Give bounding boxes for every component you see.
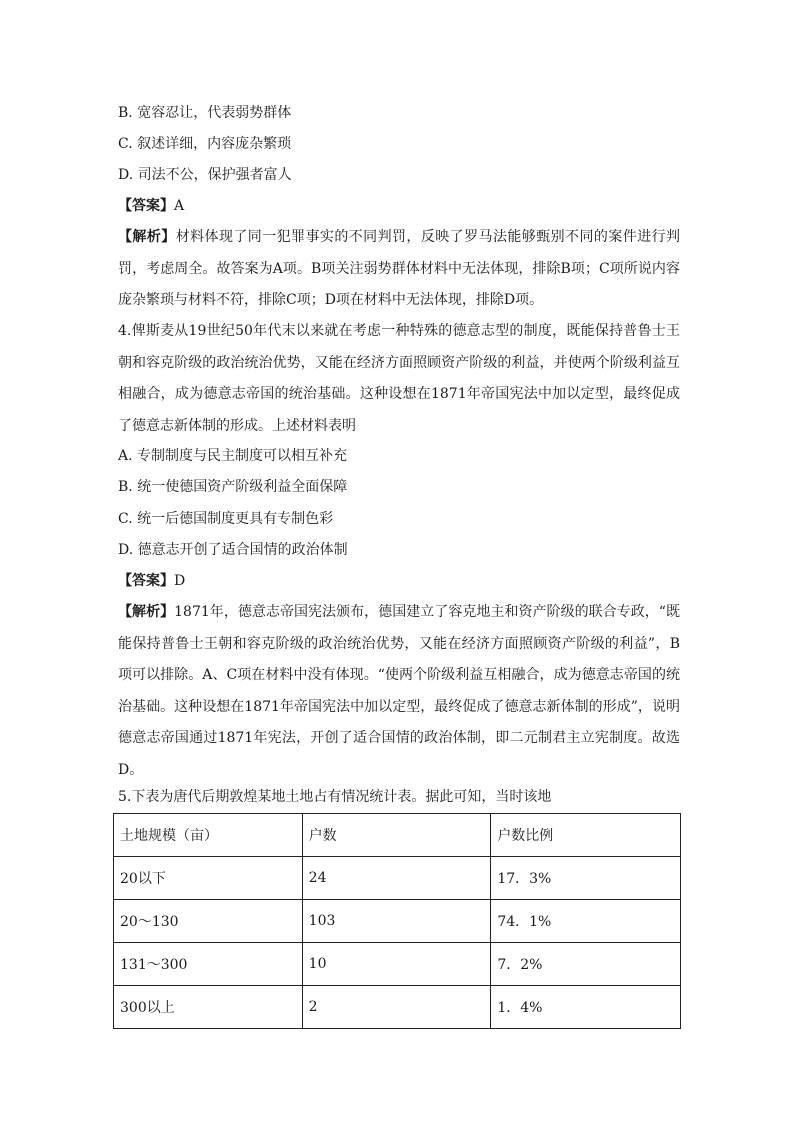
answer-value: A (174, 198, 185, 214)
analysis-label: 【解析】 (118, 604, 175, 620)
table-cell: 2 (302, 986, 491, 1029)
table-cell: 24 (302, 857, 491, 900)
q4-option-b: B. 统一使德国资产阶级利益全面保障 (118, 479, 348, 495)
analysis-text: 1871年，德意志帝国宪法颁布，德国建立了容克地主和资产阶级的联合专政，“既能保持普鲁士王朝和容克阶级的政治统治优势，又能在经济方面照顾资产阶级的利益”，B项可以排除。A、C项在材料中没有体现。“使两个阶级利益互相融合，成为德意志帝国的统治基础。这种设想在1871年帝国宪法中加以定型，最终促成了德意志新体制的形成”，说明德意志帝国通过1871年宪法，开创了适合国情的政治体制，即二元制君主立宪制度。故选D。 (118, 604, 681, 778)
table-cell: 17．3% (491, 857, 681, 900)
table-header-cell: 土地规模（亩） (114, 814, 303, 857)
q4-answer (118, 571, 185, 591)
analysis-text: 材料体现了同一犯罪事实的不同判罚，反映了罗马法能够甄别不同的案件进行判罚，考虑周全。故答案为A项。B项关注弱势群体材料中无法体现，排除B项；C项所说内容庞杂繁琐与材料不符，排除C项；D项在材料中无法体现，排除D项。 (118, 229, 681, 308)
table-header-cell: 户数比例 (491, 814, 681, 857)
q4-option-a: A. 专制制度与民主制度可以相互补充 (118, 448, 348, 464)
table-header-row (114, 814, 681, 857)
table-row (114, 943, 681, 986)
table-cell: 7．2% (491, 943, 681, 986)
table-cell: 1．4% (491, 986, 681, 1029)
q3-analysis (118, 222, 680, 317)
table-cell: 10 (302, 943, 491, 986)
table-cell: 103 (302, 900, 491, 943)
q4-option-d: D. 德意志开创了适合国情的政治体制 (118, 542, 348, 558)
table-header-cell: 户数 (302, 814, 491, 857)
q4-stem: 4.俾斯麦从19世纪50年代末以来就在考虑一种特殊的德意志型的制度，既能保持普鲁士王朝和容克阶级的政治统治优势，又能在经济方面照顾资产阶级的利益，并使两个阶级利益互相融合，成为德意志帝国的统治基础。这种设想在1871年帝国宪法中加以定型，最终促成了德意志新体制的形成。上述材料表明 (118, 323, 680, 434)
table-row (114, 900, 681, 943)
q4-analysis (118, 597, 680, 786)
table-cell: 74．1% (491, 900, 681, 943)
q5-stem: 5.下表为唐代后期敦煌某地土地占有情况统计表。据此可知，当时该地 (118, 789, 552, 805)
q3-answer (118, 196, 184, 216)
answer-value: D (174, 573, 186, 589)
table-row (114, 857, 681, 900)
answer-label: 【答案】 (118, 573, 174, 589)
table-cell: 131～300 (114, 943, 303, 986)
answer-label: 【答案】 (118, 198, 174, 214)
q3-option-d: D. 司法不公，保护强者富人 (118, 167, 292, 183)
table-cell: 20～130 (114, 900, 303, 943)
q4-option-c: C. 统一后德国制度更具有专制色彩 (118, 511, 334, 527)
analysis-label: 【解析】 (118, 229, 176, 245)
table-cell: 20以下 (114, 857, 303, 900)
table-row (114, 986, 681, 1029)
q3-option-c: C. 叙述详细，内容庞杂繁琐 (118, 136, 292, 152)
land-statistics-table (113, 813, 681, 1029)
q3-option-b: B. 宽容忍让，代表弱势群体 (118, 105, 292, 121)
table-cell: 300以上 (114, 986, 303, 1029)
